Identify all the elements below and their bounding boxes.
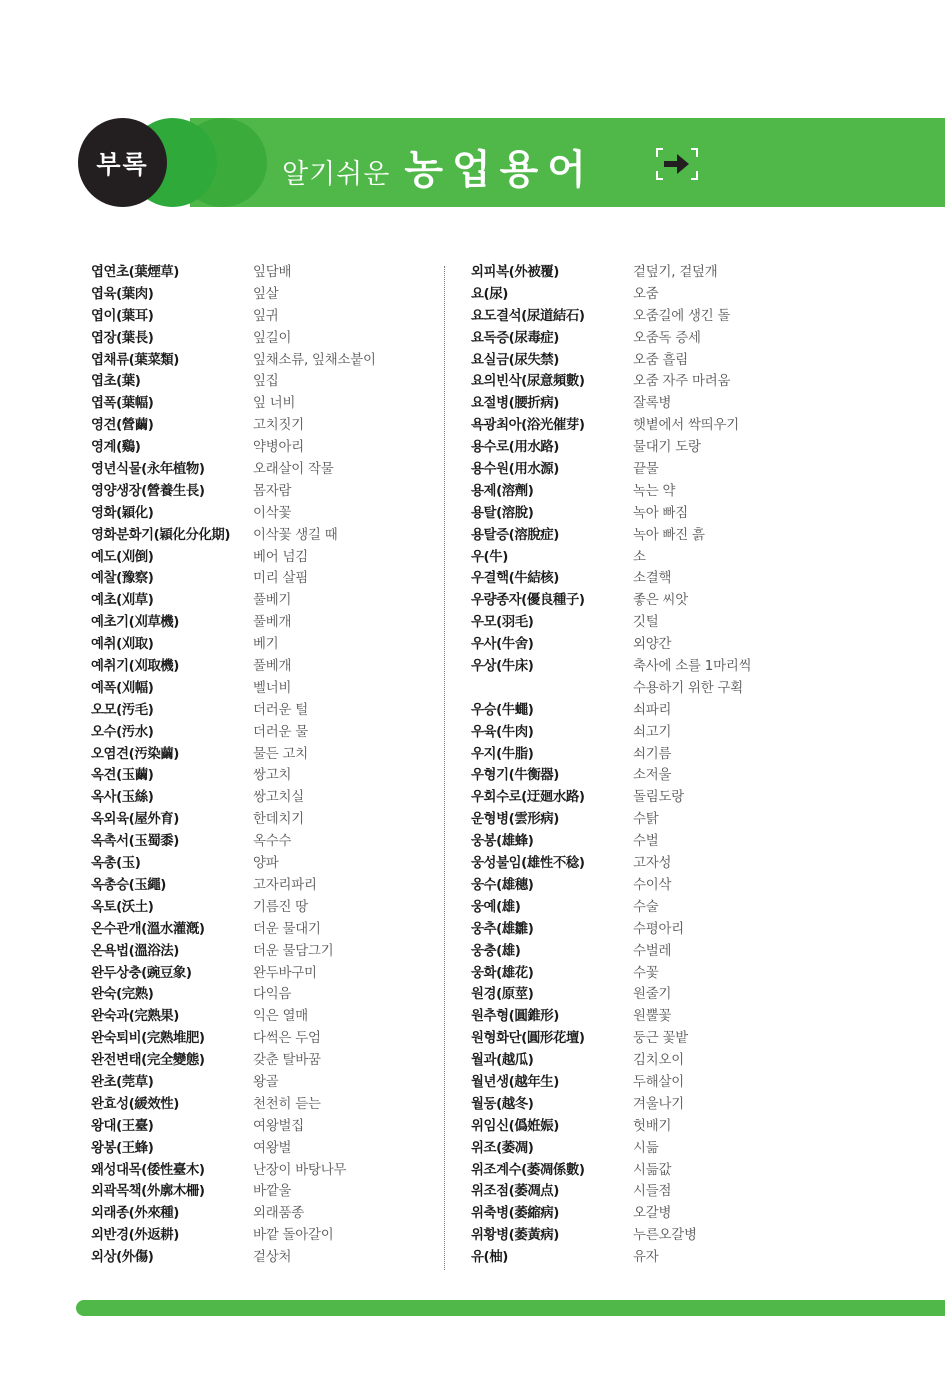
glossary-term: 완숙(完熟)	[91, 987, 154, 1003]
glossary-term: 온욕법(溫浴法)	[91, 943, 180, 959]
glossary-term: 용제(溶劑)	[471, 483, 534, 499]
glossary-meaning: 오줌독 증세	[633, 330, 701, 346]
glossary-meaning: 깃털	[633, 615, 659, 631]
glossary-meaning: 이삭꽃	[253, 505, 292, 521]
glossary-term: 왕대(王臺)	[91, 1118, 154, 1134]
glossary-meaning: 잎집	[253, 374, 279, 390]
glossary-term: 완두상충(豌豆象)	[91, 965, 192, 981]
glossary-term: 옥견(玉繭)	[91, 768, 154, 784]
glossary-term: 월과(越瓜)	[471, 1053, 534, 1069]
glossary-term: 예취(刈取)	[91, 637, 154, 653]
glossary-meaning: 녹는 약	[633, 483, 676, 499]
glossary-term: 영화(穎化)	[91, 505, 154, 521]
glossary-meaning: 쌍고치	[253, 768, 292, 784]
glossary-meaning: 둥근 꽃밭	[633, 1031, 688, 1047]
glossary-meaning: 베기	[253, 637, 279, 653]
glossary-term: 왜성대목(倭性臺木)	[91, 1162, 205, 1178]
glossary-meaning: 오갈병	[633, 1206, 672, 1222]
glossary-meaning: 끝물	[633, 462, 659, 478]
glossary-term: 옥촉서(玉蜀黍)	[91, 834, 180, 850]
glossary-meaning: 바깥 돌아갈이	[253, 1228, 334, 1244]
glossary-term: 우승(牛蠅)	[471, 702, 534, 718]
glossary-meaning: 녹아 빠진 흙	[633, 527, 705, 543]
glossary-term: 우사(牛舍)	[471, 637, 534, 653]
glossary-term: 위조점(萎凋点)	[471, 1184, 560, 1200]
glossary-meaning: 녹아 빠짐	[633, 505, 688, 521]
glossary-meaning: 더운 물대기	[253, 921, 321, 937]
glossary-meaning: 좋은 씨앗	[633, 593, 688, 609]
glossary-term: 유(柚)	[471, 1250, 508, 1266]
glossary-term: 오염견(汚染繭)	[91, 746, 180, 762]
appendix-badge	[78, 118, 167, 207]
glossary-term: 영화분화기(穎化分化期)	[91, 527, 231, 543]
glossary-meaning: 오줌 자주 마려움	[633, 374, 731, 390]
glossary-meaning: 헛배기	[633, 1118, 672, 1134]
glossary-meaning: 시듦	[633, 1140, 659, 1156]
glossary-term: 원형화단(圓形花壇)	[471, 1031, 585, 1047]
glossary-term: 오수(汚水)	[91, 724, 154, 740]
glossary-meaning: 풀베개	[253, 659, 292, 675]
glossary-meaning: 기름진 땅	[253, 899, 308, 915]
glossary-meaning: 잎담배	[253, 265, 292, 280]
glossary-term: 우육(牛肉)	[471, 724, 534, 740]
glossary-meaning: 옥수수	[253, 834, 292, 850]
glossary-meaning: 잎길이	[253, 330, 292, 346]
glossary-term: 외래종(外來種)	[91, 1206, 180, 1222]
glossary-term: 완숙과(完熟果)	[91, 1009, 180, 1025]
glossary-term: 엽폭(葉幅)	[91, 396, 154, 412]
glossary-term: 용수원(用水源)	[471, 462, 560, 478]
glossary-term: 예도(刈倒)	[91, 549, 154, 565]
glossary-meaning: 수벌	[633, 834, 659, 850]
glossary-term: 우모(羽毛)	[471, 615, 534, 631]
glossary-term: 용수로(用水路)	[471, 440, 560, 456]
glossary-term: 요절병(腰折病)	[471, 396, 560, 412]
glossary-meaning: 몸자람	[253, 483, 292, 499]
glossary-term: 외곽목책(外廓木柵)	[91, 1184, 205, 1200]
glossary-meaning: 완두바구미	[253, 965, 317, 981]
glossary-meaning: 잎귀	[253, 308, 279, 324]
title-light-text: 알기쉬운	[282, 159, 391, 190]
glossary-term: 엽이(葉耳)	[91, 308, 154, 324]
glossary-term: 욕광최아(浴光催芽)	[471, 418, 585, 434]
glossary-term: 우상(牛床)	[471, 659, 534, 675]
glossary-term: 우결핵(牛結核)	[471, 571, 560, 587]
glossary-meaning: 소결핵	[633, 571, 672, 587]
glossary-term: 우량종자(優良種子)	[471, 593, 585, 609]
glossary-term: 완숙퇴비(完熟堆肥)	[91, 1031, 205, 1047]
glossary-meaning: 쌍고치실	[253, 790, 304, 806]
glossary-meaning: 풀베기	[253, 593, 292, 609]
glossary-meaning: 소저울	[633, 768, 672, 784]
column-divider	[444, 266, 445, 1270]
glossary-meaning: 고자성	[633, 856, 672, 872]
glossary-term: 외반경(外返耕)	[91, 1228, 180, 1244]
glossary-term: 위임신(僞姙娠)	[471, 1118, 560, 1134]
glossary-meaning: 누른오갈병	[633, 1228, 697, 1244]
glossary-meaning: 잘록병	[633, 396, 672, 412]
glossary-meaning: 더러운 물	[253, 724, 308, 740]
glossary-meaning: 더운 물담그기	[253, 943, 334, 959]
glossary-term: 월년생(越年生)	[471, 1074, 560, 1090]
glossary-term: 요독증(尿毒症)	[471, 330, 560, 346]
glossary-meaning: 원뿔꽃	[633, 1009, 672, 1025]
glossary-term: 위축병(萎縮病)	[471, 1206, 560, 1222]
glossary-term: 엽초(葉)	[91, 374, 141, 390]
glossary-meaning: 다썩은 두엄	[253, 1031, 321, 1047]
glossary-meaning: 오줌	[633, 286, 659, 302]
glossary-term: 영년식물(永年植物)	[91, 462, 205, 478]
glossary-term: 영양생장(營養生長)	[91, 483, 205, 499]
glossary-meaning: 소	[633, 549, 646, 565]
footer-bar	[76, 1300, 945, 1316]
glossary-meaning: 돌림도랑	[633, 790, 684, 806]
glossary-meaning: 물든 고치	[253, 746, 308, 762]
glossary-term: 용탈증(溶脫症)	[471, 527, 560, 543]
glossary-term: 옥외육(屋外育)	[91, 812, 180, 828]
glossary-term: 요(尿)	[471, 286, 508, 302]
glossary-term: 요도결석(尿道結石)	[471, 308, 585, 324]
glossary-meaning: 유자	[633, 1250, 659, 1266]
glossary-term: 웅추(雄雛)	[471, 921, 534, 937]
glossary-meaning: 잎살	[253, 286, 279, 302]
glossary-meaning: 외양간	[633, 637, 672, 653]
glossary-meaning: 풀베개	[253, 615, 292, 631]
glossary-term: 오모(汚毛)	[91, 702, 154, 718]
glossary-term: 우회수로(迂廻水路)	[471, 790, 585, 806]
glossary-term: 용탈(溶脫)	[471, 505, 534, 521]
glossary-term: 위황병(萎黃病)	[471, 1228, 560, 1244]
glossary-meaning: 더러운 털	[253, 702, 308, 718]
glossary-meaning: 양파	[253, 856, 279, 872]
glossary-term: 웅수(雄穗)	[471, 877, 534, 893]
glossary-term: 우지(牛脂)	[471, 746, 534, 762]
glossary-meaning: 겉덮기, 겉덮개	[633, 265, 718, 280]
glossary-meaning: 시듦값	[633, 1162, 672, 1178]
glossary-term: 완전변태(完全變態)	[91, 1053, 205, 1069]
glossary-term: 옥총(玉)	[91, 856, 141, 872]
glossary-term: 요의빈삭(尿意頻數)	[471, 374, 585, 390]
glossary-meaning: 고치짓기	[253, 418, 304, 434]
glossary-term: 웅예(雄)	[471, 899, 521, 915]
glossary-meaning: 난장이 바탕나무	[253, 1162, 347, 1178]
glossary-meaning: 천천히 듣는	[253, 1096, 321, 1112]
glossary-term: 온수관개(溫水灌漑)	[91, 921, 205, 937]
glossary-term: 월동(越冬)	[471, 1096, 534, 1112]
glossary-meaning: 한데치기	[253, 812, 304, 828]
glossary-meaning: 오줌 흘림	[633, 352, 688, 368]
glossary-term: 예초(刈草)	[91, 593, 154, 609]
glossary-meaning: 햇볕에서 싹띄우기	[633, 418, 739, 434]
glossary-meaning: 두해살이	[633, 1074, 684, 1090]
glossary-term: 위조계수(萎凋係數)	[471, 1162, 585, 1178]
glossary-term: 옥총승(玉繩)	[91, 877, 167, 893]
glossary-meaning: 잎 너비	[253, 396, 296, 412]
glossary-term: 엽연초(葉煙草)	[91, 265, 180, 280]
glossary-meaning: 수탉	[633, 812, 659, 828]
glossary-term: 외피복(外被覆)	[471, 265, 560, 280]
glossary-term: 우형기(牛衡器)	[471, 768, 560, 784]
appendix-badge-label: 부록	[96, 149, 149, 179]
page-title	[282, 138, 595, 193]
glossary-meaning: 다익음	[253, 987, 292, 1003]
glossary-term: 요실금(尿失禁)	[471, 352, 560, 368]
glossary-meaning: 축사에 소를 1마리씩	[633, 659, 752, 675]
glossary-meaning: 고자리파리	[253, 877, 317, 893]
glossary-meaning: 겨울나기	[633, 1096, 684, 1112]
glossary-meaning: 오줌길에 생긴 돌	[633, 308, 731, 324]
glossary-meaning: 원줄기	[633, 987, 672, 1003]
glossary-term: 운형병(雲形病)	[471, 812, 560, 828]
glossary-meaning: 외래품종	[253, 1206, 304, 1222]
glossary-term: 옥사(玉絲)	[91, 790, 154, 806]
glossary-meaning: 겉상처	[253, 1250, 292, 1266]
glossary-meaning: 갖춘 탈바꿈	[253, 1053, 321, 1069]
glossary-meaning: 수용하기 위한 구획	[633, 680, 743, 696]
glossary-meaning: 바깥울	[253, 1184, 292, 1200]
glossary-meaning: 벨너비	[253, 680, 292, 696]
glossary-term: 외상(外傷)	[91, 1250, 154, 1266]
glossary-meaning: 여왕벌	[253, 1140, 292, 1156]
glossary-term: 원추형(圓錐形)	[471, 1009, 560, 1025]
glossary-term: 옥토(沃土)	[91, 899, 154, 915]
glossary-term: 예찰(豫察)	[91, 571, 154, 587]
glossary-meaning: 베어 넘김	[253, 549, 308, 565]
glossary-term: 웅봉(雄蜂)	[471, 834, 534, 850]
glossary-meaning: 김치오이	[633, 1053, 684, 1069]
glossary-term: 엽육(葉肉)	[91, 286, 154, 302]
glossary-term: 웅성불임(雄性不稔)	[471, 856, 585, 872]
glossary-term: 위조(萎凋)	[471, 1140, 534, 1156]
arrow-right-icon[interactable]	[655, 147, 699, 181]
glossary-meaning: 익은 열매	[253, 1009, 308, 1025]
glossary-meaning: 쇠고기	[633, 724, 672, 740]
glossary-meaning: 여왕벌집	[253, 1118, 304, 1134]
glossary-term: 엽장(葉長)	[91, 330, 154, 346]
glossary-term: 영견(營繭)	[91, 418, 154, 434]
glossary-meaning: 수벌레	[633, 943, 672, 959]
title-bold-text: 농업용어	[404, 147, 595, 193]
glossary-term: 영계(鷄)	[91, 440, 141, 456]
glossary-meaning: 수꽃	[633, 965, 659, 981]
glossary-meaning: 쇠기름	[633, 746, 672, 762]
glossary-meaning: 물대기 도랑	[633, 440, 701, 456]
glossary-meaning: 시들점	[633, 1184, 672, 1200]
glossary-meaning: 수이삭	[633, 877, 672, 893]
glossary-meaning: 이삭꽃 생길 때	[253, 527, 338, 543]
glossary-meaning: 수술	[633, 899, 659, 915]
glossary-meaning: 쇠파리	[633, 702, 672, 718]
glossary-meaning: 미리 살핌	[253, 571, 308, 587]
glossary-meaning: 약병아리	[253, 440, 304, 456]
glossary-term: 원경(原莖)	[471, 987, 534, 1003]
glossary-term: 웅충(雄)	[471, 943, 521, 959]
glossary-term: 웅화(雄花)	[471, 965, 534, 981]
glossary-term: 예폭(刈幅)	[91, 680, 154, 696]
glossary-term: 완효성(緩效性)	[91, 1096, 180, 1112]
glossary-meaning: 오래살이 작물	[253, 462, 334, 478]
glossary-meaning: 왕골	[253, 1074, 279, 1090]
glossary-meaning: 잎채소류, 잎채소붙이	[253, 352, 376, 368]
glossary-term: 예취기(刈取機)	[91, 659, 180, 675]
glossary-term: 예초기(刈草機)	[91, 615, 180, 631]
glossary-term: 엽채류(葉菜類)	[91, 352, 180, 368]
glossary-term: 왕봉(王蜂)	[91, 1140, 154, 1156]
glossary-meaning: 수평아리	[633, 921, 684, 937]
glossary-term: 우(牛)	[471, 549, 508, 565]
glossary-term: 완초(莞草)	[91, 1074, 154, 1090]
